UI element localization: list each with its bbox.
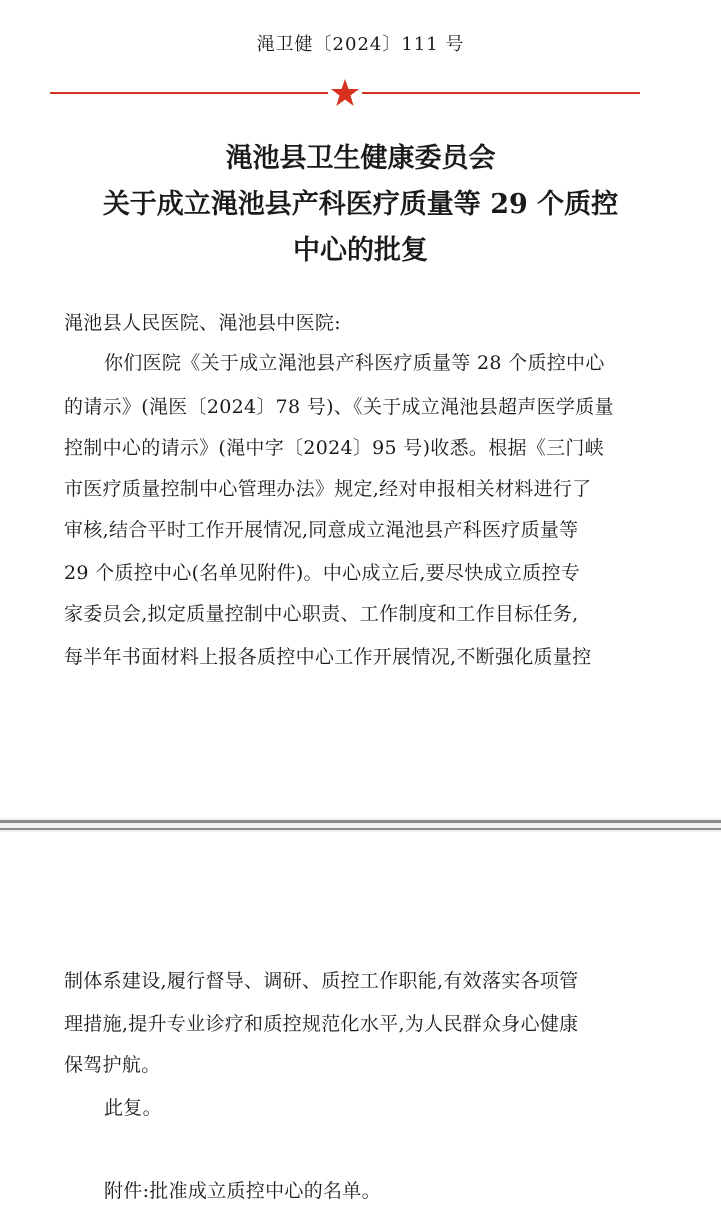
body-line: 每半年书面材料上报各质控中心工作开展情况,不断强化质量控 <box>64 646 592 668</box>
doc-number: 渑卫健〔2024〕111 号 <box>256 34 465 55</box>
body-line: 市医疗质量控制中心管理办法》规定,经对申报相关材料进行了 <box>64 478 592 500</box>
body-line: 审核,结合平时工作开展情况,同意成立渑池县产科医疗质量等 <box>64 519 579 541</box>
salutation: 渑池县人民医院、渑池县中医院: <box>64 312 341 334</box>
body-line: 理措施,提升专业诊疗和质控规范化水平,为人民群众身心健康 <box>64 1013 579 1035</box>
red-rule-left <box>50 92 328 94</box>
attachment-note: 附件:批准成立质控中心的名单。 <box>104 1180 381 1202</box>
title-line-3: 中心的批复 <box>293 235 428 266</box>
body-line: 的请示》(渑医〔2024〕78 号)、《关于成立渑池县超声医学质量 <box>64 396 614 418</box>
body-line: 家委员会,拟定质量控制中心职责、工作制度和工作目标任务, <box>64 603 579 625</box>
red-star-icon <box>330 78 360 108</box>
body-line: 你们医院《关于成立渑池县产科医疗质量等 28 个质控中心 <box>104 352 605 374</box>
red-rule-right <box>362 92 640 94</box>
body-line: 控制中心的请示》(渑中字〔2024〕95 号)收悉。根据《三门峡 <box>64 437 604 459</box>
title-line-1: 渑池县卫生健康委员会 <box>225 143 496 174</box>
body-line: 保驾护航。 <box>64 1054 161 1076</box>
body-line: 制体系建设,履行督导、调研、质控工作职能,有效落实各项管 <box>64 970 579 992</box>
page-break-divider <box>0 818 721 832</box>
document-title <box>0 136 721 274</box>
closing-text: 此复。 <box>104 1097 162 1119</box>
body-line: 29 个质控中心(名单见附件)。中心成立后,要尽快成立质控专 <box>64 562 581 584</box>
title-line-2: 关于成立渑池县产科医疗质量等 29 个质控 <box>102 189 619 220</box>
